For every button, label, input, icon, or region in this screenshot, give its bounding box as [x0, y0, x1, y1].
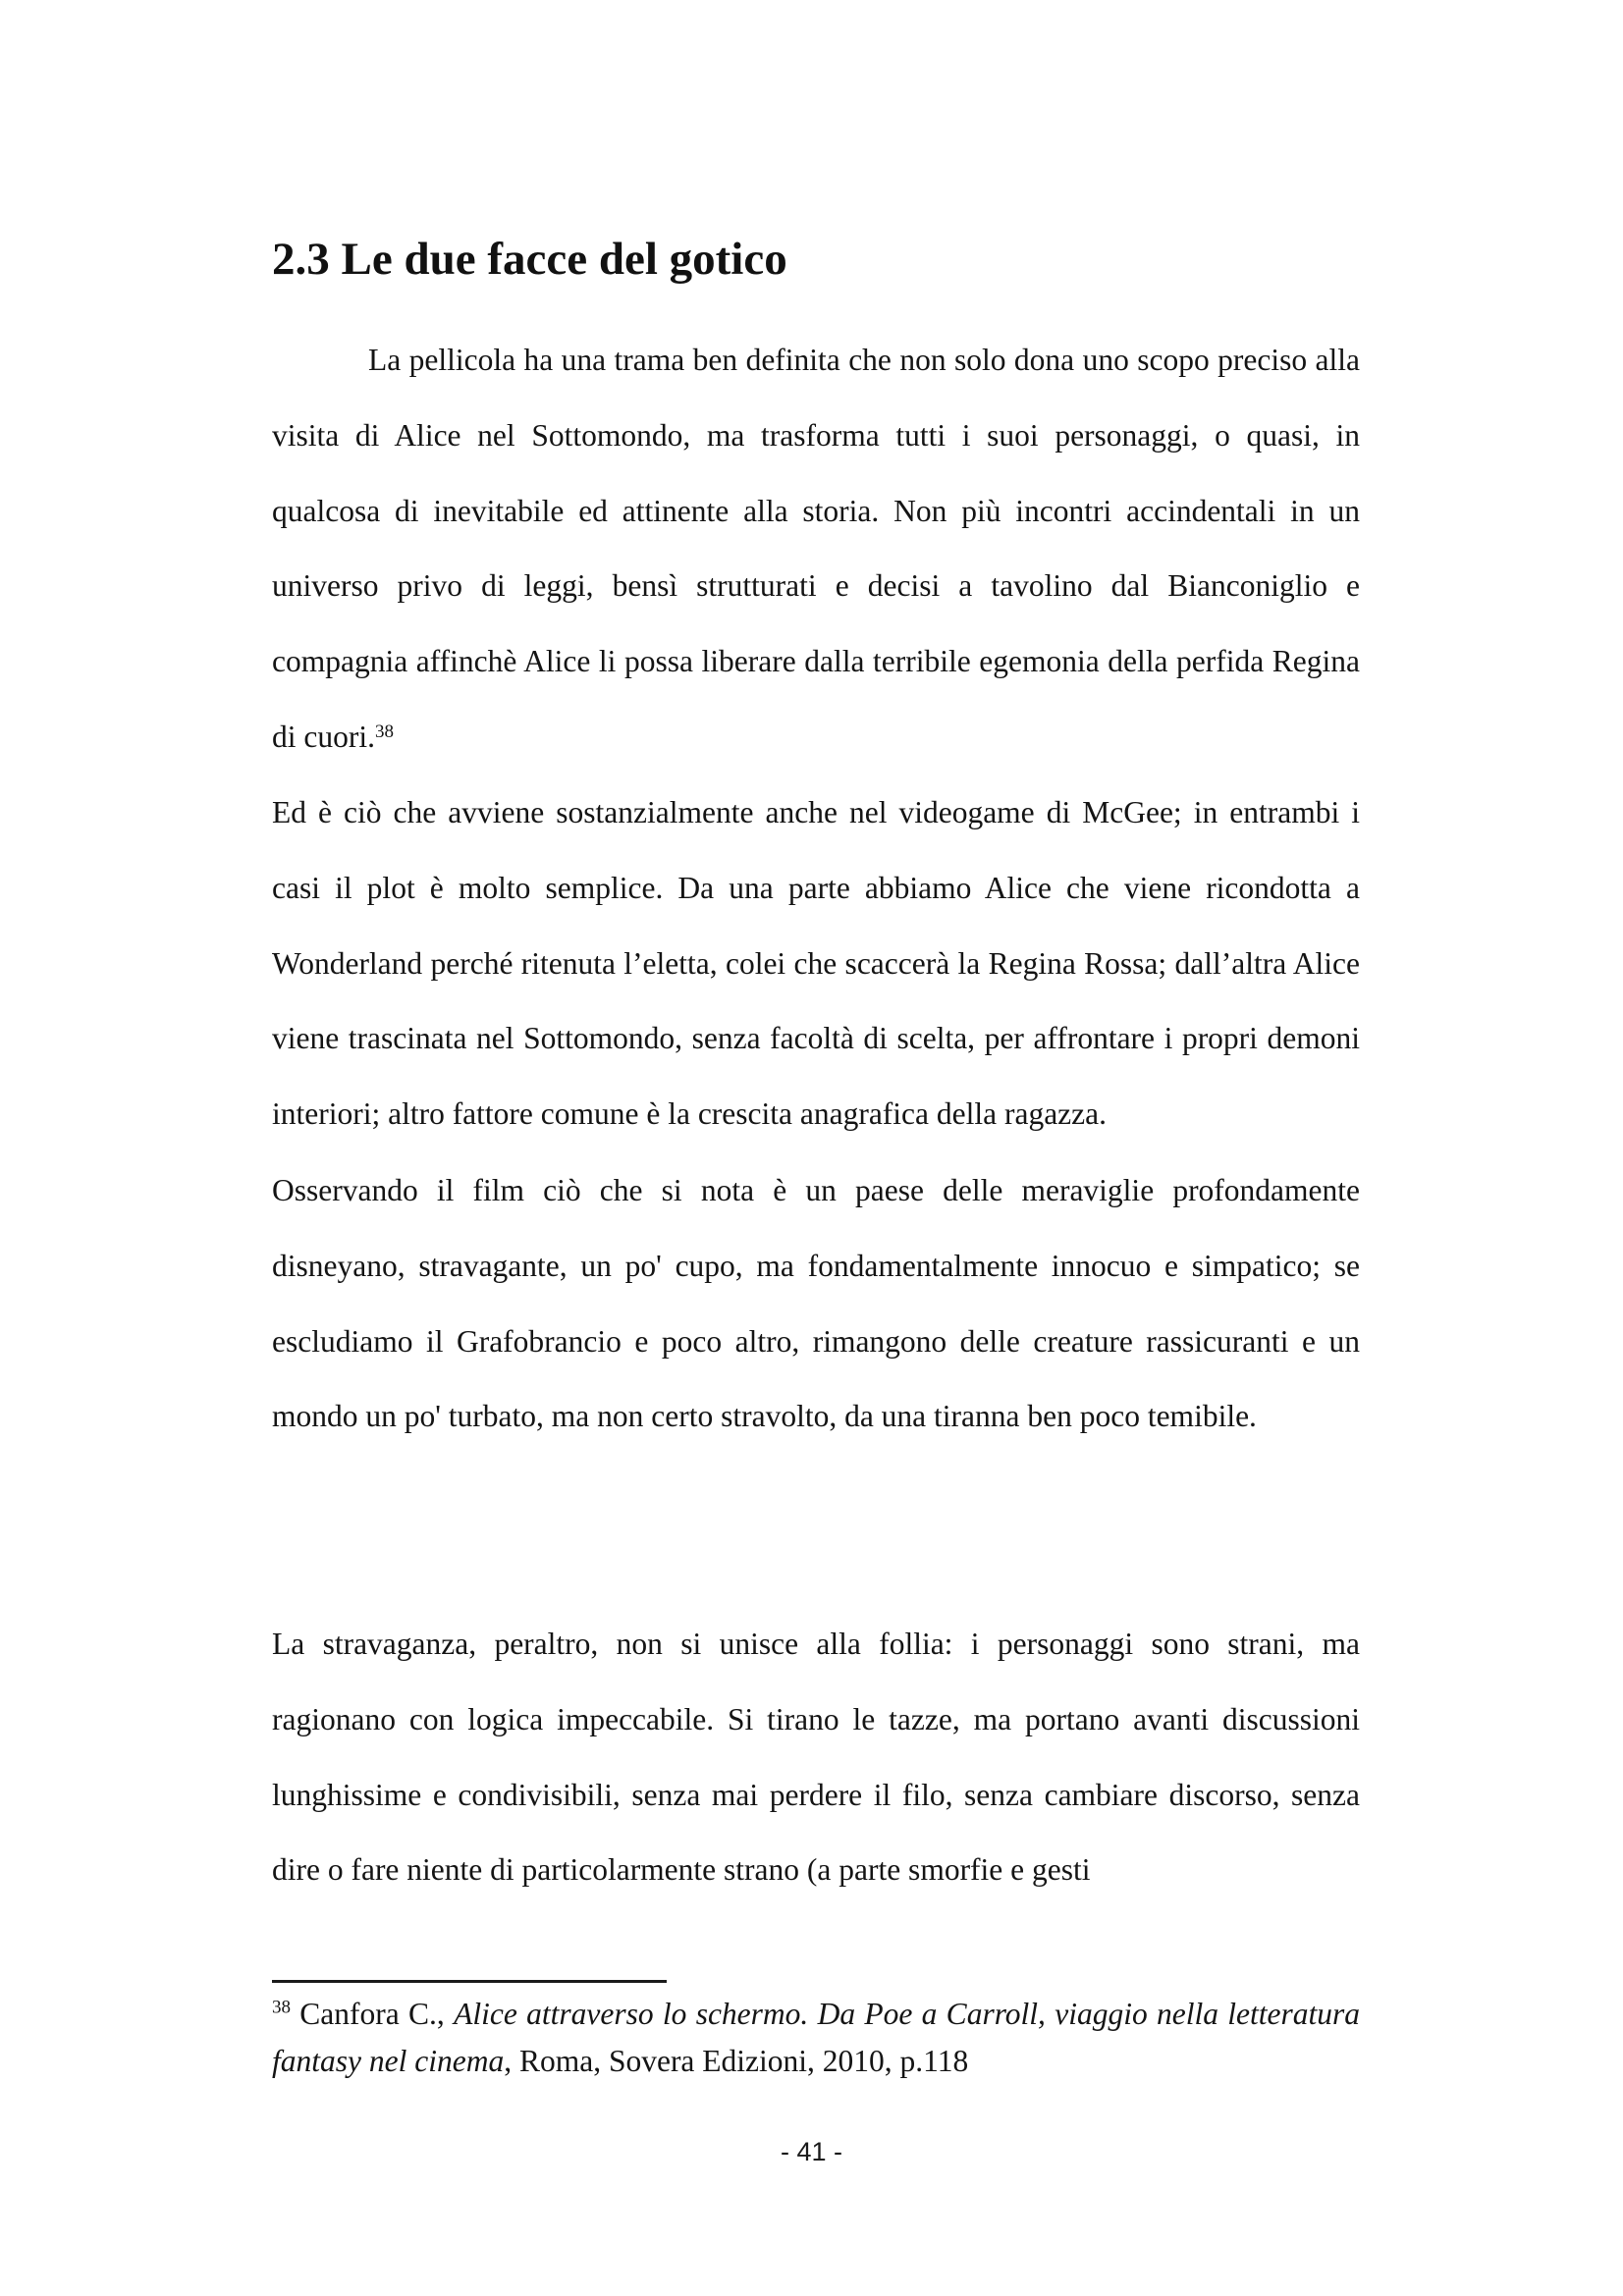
section-heading: 2.3 Le due facce del gotico [272, 234, 787, 285]
footnote-separator [272, 1980, 667, 1983]
footnote [272, 1991, 1360, 2085]
page-number: - 41 - [780, 2137, 843, 2166]
paragraph-1 [272, 323, 1360, 775]
footnote-number: 38 [272, 1997, 291, 2018]
paragraph-3 [272, 1153, 1360, 1455]
footnote-publication: , Roma, Sovera Edizioni, 2010, p.118 [504, 2044, 969, 2078]
paragraph-2-text: Ed è ciò che avviene sostanzialmente anche nel videogame di McGee; in entrambi i casi il plot è molto semplice. Da una parte abbiamo Alice che viene ricondotta a Wonderland perché ritenuta l’eletta, colei che scaccerà la Regina Rossa; dall’altra Alice viene trascinata nel Sottomondo, senza facoltà di scelta, per affrontare i propri demoni interiori; altro fattore comune è la crescita anagrafica della ragazza. [272, 795, 1360, 1132]
paragraph-3-text: Osservando il film ciò che si nota è un paese delle meraviglie profondamente disneyano, stravagante, un po' cupo, ma fondamentalmente innocuo e simpatico; se escludiamo il Grafobrancio e poco altro, rimangono delle creature rassicuranti e un mondo un po' turbato, ma non certo stravolto, da una tiranna ben poco temibile. [272, 1173, 1360, 1434]
footnote-reference[interactable]: 38 [374, 721, 394, 743]
footnote-author: Canfora C., [299, 1997, 455, 2031]
paragraph-4-text: La stravaganza, peraltro, non si unisce alla follia: i personaggi sono strani, ma ragionano con logica impeccabile. Si tirano le tazze, ma portano avanti discussioni lunghissime e condivisibili, senza mai perdere il filo, senza cambiare discorso, senza dire o fare niente di particolarmente strano (a parte smorfie e gesti [272, 1627, 1360, 1888]
footnote-title: Alice attraverso lo schermo. Da Poe a Carroll, viaggio nella letteratura fantasy nel cinema [272, 1997, 1361, 2078]
paragraph-1-text: La pellicola ha una trama ben definita che non solo dona uno scopo preciso alla visita di Alice nel Sottomondo, ma trasforma tutti i suoi personaggi, o quasi, in qualcosa di inevitabile ed attinente alla storia. Non più incontri accindentali in un universo privo di leggi, bensì strutturati e decisi a tavolino dal Bianconiglio e compagnia affinchè Alice li possa liberare dalla terribile egemonia della perfida Regina di cuori. [272, 343, 1360, 754]
paragraph-4 [272, 1607, 1360, 1908]
paragraph-2 [272, 775, 1360, 1152]
